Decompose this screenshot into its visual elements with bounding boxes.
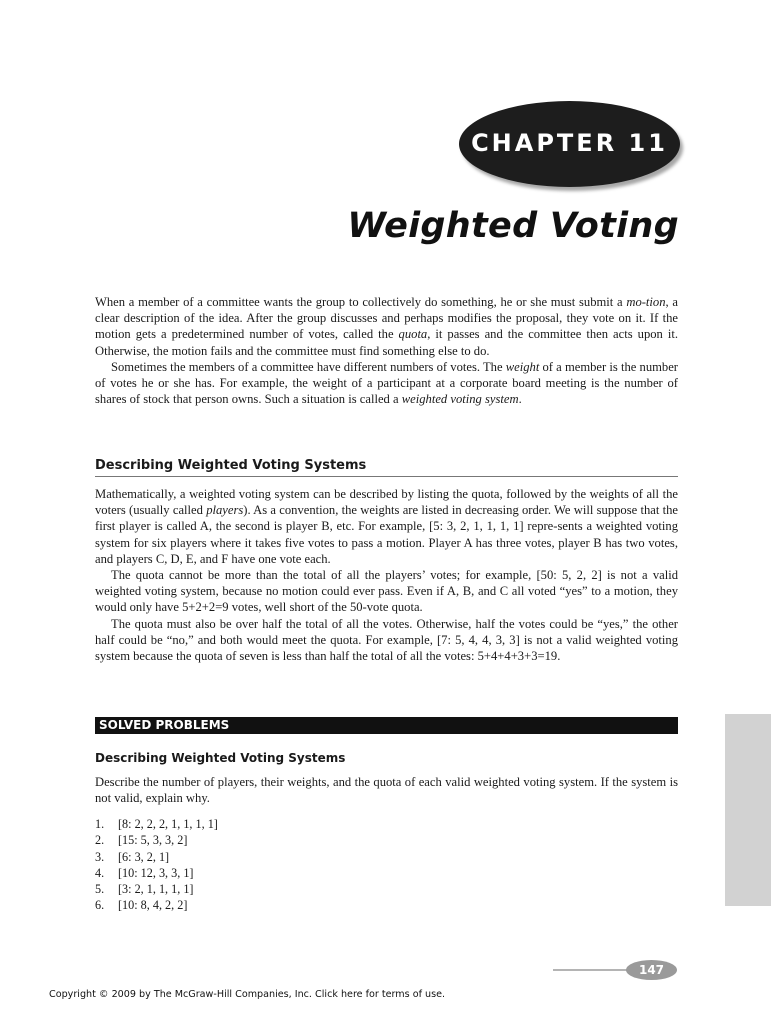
problem-number: 3. [95, 849, 105, 864]
copyright-text: Copyright © 2009 by The McGraw-Hill Companies, Inc. [49, 989, 316, 1000]
section-paragraph-1: Mathematically, a weighted voting system can be described by listing the quota, followed by the weights of all the voters (usually called players). As a convention, the weights are listed in decreasing order. We will suppose that the first player is called A, the second is player B, etc. For example, [5: 3, 2, 1, 1, 1, 1] repre-sents a weighted voting system for six players where it takes five votes to pass a motion. Player A has three votes, player B has two votes, and players C, D, E, and F have one vote each. [95, 487, 678, 566]
list-item [95, 849, 218, 865]
side-tab [725, 714, 771, 906]
problem-text: [6: 3, 2, 1] [118, 849, 170, 864]
problem-number: 4. [95, 865, 105, 880]
list-item [95, 881, 218, 897]
solved-subheading: Describing Weighted Voting Systems [95, 751, 346, 765]
section-text [95, 486, 678, 664]
problem-number: 6. [95, 898, 105, 913]
list-item [95, 816, 218, 832]
problem-list [95, 816, 218, 914]
problem-text: [15: 5, 3, 3, 2] [118, 833, 188, 848]
instructions-text: Describe the number of players, their weights, and the quota of each valid weighted voting system. If the system is not valid, explain why. [95, 775, 678, 806]
problem-number: 1. [95, 817, 105, 831]
problem-text: [10: 12, 3, 3, 1] [118, 865, 194, 880]
solved-problems-bar: SOLVED PROBLEMS [95, 717, 678, 734]
list-item [95, 832, 218, 848]
list-item [95, 897, 218, 913]
section-paragraph-3: The quota must also be over half the total of all the votes. Otherwise, half the votes could be “yes,” the other half could be “no,” and both would meet the quota. For example, [7: 5, 4, 4, 3, 3] is not a valid weighted voting system because the quota of seven is less than half the total of all the votes: 5+4+4+3+3=19. [95, 616, 678, 664]
page-number: 147 [626, 960, 677, 980]
chapter-title: Weighted Voting [347, 206, 679, 246]
chapter-badge [459, 101, 680, 187]
problem-text: [10: 8, 4, 2, 2] [118, 898, 188, 913]
solved-instructions [95, 774, 678, 806]
problem-number: 2. [95, 833, 105, 848]
intro-paragraph-1: When a member of a committee wants the group to collectively do something, he or she must submit a mo-tion, a clear description of the idea. After the group discusses and perhaps modifies the proposal, they vote on it. If the motion gets a predetermined number of votes, called the quota, it passes and the committee then acts upon it. Otherwise, the motion fails and the committee must find something else to do. [95, 295, 678, 358]
page-number-rule [553, 969, 633, 971]
terms-of-use-link[interactable]: Click here for terms of use. [315, 989, 446, 1000]
problem-text: [8: 2, 2, 2, 1, 1, 1, 1] [118, 817, 218, 831]
problem-number: 5. [95, 882, 105, 897]
list-item [95, 865, 218, 881]
section-paragraph-2: The quota cannot be more than the total of all the players’ votes; for example, [50: 5, 2, 2] is not a valid weighted voting system, because no motion could ever pass. Even if A, B, and C all voted “yes” to a motion, they would only have 5+2+2=9 votes, well short of the 50-vote quota. [95, 568, 678, 615]
problem-text: [3: 2, 1, 1, 1, 1] [118, 882, 194, 897]
copyright-notice [49, 989, 445, 1000]
section-heading: Describing Weighted Voting Systems [95, 458, 678, 477]
intro-paragraph-2: Sometimes the members of a committee have different numbers of votes. The weight of a member is the number of votes he or she has. For example, the weight of a participant at a corporate board meeting is the number of shares of stock that person owns. Such a situation is called a weighted voting system. [95, 359, 678, 407]
intro-text [95, 294, 678, 407]
chapter-label: CHAPTER 11 [471, 129, 668, 157]
